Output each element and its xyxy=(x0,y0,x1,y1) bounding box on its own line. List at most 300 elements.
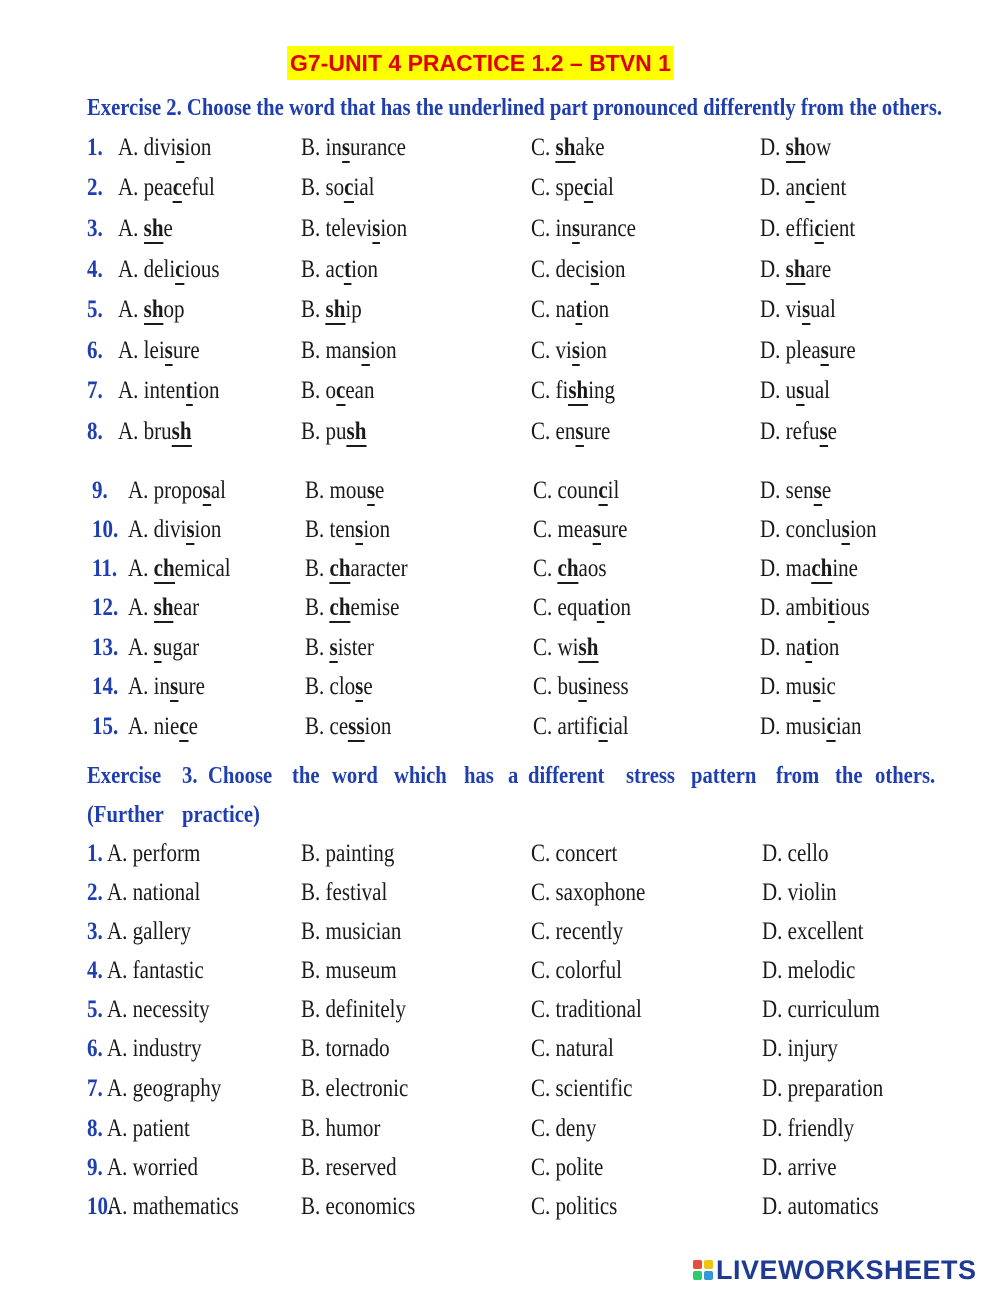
exercise-3-item xyxy=(0,836,1000,872)
option-text-prefix: C. in xyxy=(531,215,572,242)
exercise-2-item xyxy=(0,211,1000,247)
underlined-part: sh xyxy=(346,418,367,445)
option-text-suffix: ion xyxy=(194,516,222,543)
option-text-prefix: B. televi xyxy=(301,215,373,242)
answer-option[interactable] xyxy=(760,473,831,509)
answer-option[interactable] xyxy=(760,590,870,626)
option-text-prefix: A. lei xyxy=(118,337,165,364)
option-text-prefix: B. so xyxy=(301,174,345,201)
answer-option[interactable] xyxy=(760,252,831,288)
underlined-part: s xyxy=(176,134,185,161)
underlined-part: c xyxy=(175,256,185,283)
underlined-part: s xyxy=(841,516,850,543)
answer-option[interactable]: B. definitely xyxy=(301,996,406,1023)
answer-option[interactable] xyxy=(128,512,221,548)
option-text-prefix: B. ten xyxy=(305,516,356,543)
underlined-part: s xyxy=(819,418,828,445)
item-number: 5. xyxy=(87,296,103,323)
heading-word: word xyxy=(332,763,379,789)
answer-option[interactable] xyxy=(760,630,839,666)
answer-option[interactable] xyxy=(305,630,374,666)
underlined-part: s xyxy=(153,634,162,661)
option-text-suffix: ient xyxy=(814,174,847,201)
option-text-prefix: C. equa xyxy=(533,594,598,621)
answer-option[interactable] xyxy=(760,333,856,369)
underlined-part: c xyxy=(344,174,354,201)
answer-option[interactable]: A. mathematics xyxy=(107,1193,239,1220)
item-number: 7. xyxy=(87,1075,103,1102)
underlined-part: ch xyxy=(329,594,351,621)
answer-option[interactable]: D. violin xyxy=(762,879,837,906)
exercise-3-item xyxy=(0,914,1000,950)
item-number: 13. xyxy=(92,634,119,661)
exercise-3-item xyxy=(0,1071,1000,1107)
underlined-part: c xyxy=(336,377,346,404)
answer-option[interactable] xyxy=(305,512,390,548)
answer-option[interactable]: B. festival xyxy=(301,879,388,906)
answer-option[interactable] xyxy=(533,512,627,548)
answer-option[interactable]: D. excellent xyxy=(762,918,864,945)
underlined-part: s xyxy=(355,516,364,543)
exercise-3-item xyxy=(0,953,1000,989)
underlined-part: s xyxy=(575,418,584,445)
option-text-prefix: D. u xyxy=(760,377,797,404)
option-text-prefix: A. deli xyxy=(118,256,176,283)
option-text-suffix: e xyxy=(821,477,832,504)
underlined-part: c xyxy=(583,174,593,201)
answer-option[interactable] xyxy=(118,414,192,450)
answer-option[interactable]: D. curriculum xyxy=(762,996,880,1023)
underlined-part: sh xyxy=(578,634,599,661)
underlined-part: t xyxy=(827,594,835,621)
answer-option[interactable]: B. musician xyxy=(301,918,402,945)
answer-option[interactable]: A. geography xyxy=(107,1075,222,1102)
option-text-suffix: ip xyxy=(345,296,362,323)
answer-option[interactable] xyxy=(531,414,610,450)
item-number: 4. xyxy=(87,256,103,283)
option-text-prefix: C. coun xyxy=(533,477,599,504)
answer-option[interactable]: C. concert xyxy=(531,840,618,867)
answer-option[interactable] xyxy=(128,473,226,509)
underlined-part: c xyxy=(814,215,824,242)
item-number: 11. xyxy=(92,555,118,582)
liveworksheets-logo-icon xyxy=(693,1260,713,1280)
answer-option[interactable]: C. deny xyxy=(531,1115,597,1142)
answer-option[interactable] xyxy=(305,473,384,509)
underlined-part: s xyxy=(820,337,829,364)
underlined-part: c xyxy=(805,174,815,201)
answer-option[interactable] xyxy=(531,252,626,288)
option-text-suffix: emise xyxy=(350,594,400,621)
option-text-suffix: ic xyxy=(820,673,836,700)
heading-word: pattern xyxy=(691,763,757,789)
option-text-prefix: C. mea xyxy=(533,516,593,543)
answer-option[interactable]: C. recently xyxy=(531,918,624,945)
underlined-part: s xyxy=(812,673,821,700)
answer-option[interactable]: A. industry xyxy=(107,1035,202,1062)
answer-option[interactable] xyxy=(760,669,836,705)
answer-option[interactable] xyxy=(128,590,199,626)
underlined-part: s xyxy=(170,673,179,700)
answer-option[interactable]: D. arrive xyxy=(762,1154,837,1181)
option-text-prefix: C. spe xyxy=(531,174,584,201)
exercise-2-item xyxy=(0,292,1000,328)
exercise-2-item xyxy=(0,669,1000,705)
underlined-part: ss xyxy=(348,713,365,740)
answer-option[interactable] xyxy=(301,373,375,409)
answer-option[interactable] xyxy=(533,590,631,626)
answer-option[interactable] xyxy=(118,252,220,288)
answer-option[interactable]: A. worried xyxy=(107,1154,198,1181)
underlined-part: s xyxy=(361,337,370,364)
option-text-prefix: A. xyxy=(118,215,144,242)
answer-option[interactable] xyxy=(301,252,378,288)
heading-word: (Further xyxy=(87,802,164,828)
answer-option[interactable]: B. tornado xyxy=(301,1035,390,1062)
option-text-prefix: D. mu xyxy=(760,673,813,700)
heading-word: practice) xyxy=(182,802,261,828)
underlined-part: s xyxy=(571,215,581,242)
underlined-part: s xyxy=(813,477,822,504)
answer-option[interactable] xyxy=(305,590,400,626)
underlined-part: c xyxy=(179,713,189,740)
heading-word: different xyxy=(528,763,605,789)
underlined-part: c xyxy=(598,713,608,740)
item-number: 3. xyxy=(87,215,103,242)
option-text-prefix: D. vi xyxy=(760,296,802,323)
underlined-part: c xyxy=(598,477,608,504)
answer-option[interactable]: A. gallery xyxy=(107,918,191,945)
underlined-part: s xyxy=(329,634,338,661)
answer-option[interactable]: B. humor xyxy=(301,1115,381,1142)
option-text-suffix: ion xyxy=(849,516,877,543)
answer-option[interactable] xyxy=(760,551,858,587)
underlined-part: t xyxy=(597,594,605,621)
option-text-prefix: B. ac xyxy=(301,256,345,283)
item-number: 9. xyxy=(92,477,108,504)
option-text-suffix: ine xyxy=(832,555,858,582)
option-text-suffix: e xyxy=(375,477,385,504)
answer-option[interactable] xyxy=(301,333,397,369)
underlined-part: ch xyxy=(153,555,175,582)
answer-option[interactable]: B. economics xyxy=(301,1193,416,1220)
answer-option[interactable] xyxy=(128,709,198,745)
answer-option[interactable]: C. scientific xyxy=(531,1075,633,1102)
exercise-2-heading: Exercise 2. Choose the word that has the underlined part pronounced differently from the others. xyxy=(87,95,943,121)
answer-option[interactable]: A. necessity xyxy=(107,996,210,1023)
exercise-2-item xyxy=(0,473,1000,509)
page-title: G7-UNIT 4 PRACTICE 1.2 – BTVN 1 xyxy=(287,46,674,80)
answer-option[interactable] xyxy=(118,170,215,206)
item-number: 3. xyxy=(87,918,103,945)
answer-option[interactable] xyxy=(531,130,605,166)
answer-option[interactable] xyxy=(301,292,362,328)
answer-option[interactable]: D. melodic xyxy=(762,957,856,984)
answer-option[interactable] xyxy=(301,130,406,166)
option-text-suffix: aracter xyxy=(350,555,408,582)
heading-word: the xyxy=(834,763,863,789)
answer-option[interactable]: C. politics xyxy=(531,1193,618,1220)
answer-option[interactable] xyxy=(118,292,185,328)
option-text-prefix: D. xyxy=(760,134,786,161)
item-number: 15. xyxy=(92,713,119,740)
option-text-suffix: ister xyxy=(337,634,374,661)
answer-option[interactable]: D. cello xyxy=(762,840,829,867)
answer-option[interactable]: A. patient xyxy=(107,1115,190,1142)
answer-option[interactable] xyxy=(301,170,375,206)
item-number: 10. xyxy=(92,516,119,543)
option-text-suffix: ual xyxy=(804,377,831,404)
option-text-prefix: B. xyxy=(301,296,326,323)
option-text-prefix: A. divi xyxy=(118,134,177,161)
answer-option[interactable]: A. national xyxy=(107,879,201,906)
option-text-prefix: A. divi xyxy=(128,516,187,543)
answer-option[interactable] xyxy=(531,373,615,409)
option-text-suffix: ion xyxy=(380,215,408,242)
heading-word: others. xyxy=(875,763,936,789)
option-text-suffix: urance xyxy=(580,215,636,242)
option-text-suffix: ure xyxy=(583,418,611,445)
heading-word: has xyxy=(464,763,495,789)
option-text-prefix: A. pea xyxy=(118,174,173,201)
answer-option[interactable] xyxy=(118,373,219,409)
answer-option[interactable]: D. preparation xyxy=(762,1075,884,1102)
underlined-part: c xyxy=(172,174,183,201)
answer-option[interactable] xyxy=(301,211,407,247)
item-number: 9. xyxy=(87,1154,103,1181)
exercise-2-item xyxy=(0,512,1000,548)
exercise-2-item xyxy=(0,170,1000,206)
underlined-part: sh xyxy=(568,377,589,404)
option-text-prefix: C. xyxy=(533,555,558,582)
answer-option[interactable] xyxy=(531,333,607,369)
item-number: 2. xyxy=(87,174,103,201)
underlined-part: sh xyxy=(153,594,174,621)
exercise-2-item xyxy=(0,590,1000,626)
option-text-prefix: D. effi xyxy=(760,215,815,242)
option-text-prefix: D. refu xyxy=(760,418,820,445)
exercise-2-item xyxy=(0,333,1000,369)
underlined-part: t xyxy=(185,377,193,404)
liveworksheets-logo[interactable] xyxy=(693,1253,977,1287)
answer-option[interactable]: C. natural xyxy=(531,1035,614,1062)
answer-option[interactable]: B. electronic xyxy=(301,1075,409,1102)
option-text-prefix: A. xyxy=(128,594,154,621)
option-text-prefix: D. na xyxy=(760,634,806,661)
answer-option[interactable] xyxy=(531,211,636,247)
option-text-suffix: ion xyxy=(363,516,391,543)
heading-word: which xyxy=(394,763,448,789)
item-number: 1. xyxy=(87,840,103,867)
exercise-3-item xyxy=(0,1031,1000,1067)
option-text-suffix: al xyxy=(210,477,227,504)
option-text-prefix: D. an xyxy=(760,174,806,201)
item-number: 8. xyxy=(87,1115,103,1142)
underlined-part: s xyxy=(796,377,805,404)
item-number: 4. xyxy=(87,957,103,984)
option-text-suffix: ion xyxy=(812,634,840,661)
underlined-part: sh xyxy=(785,256,806,283)
answer-option[interactable] xyxy=(305,709,391,745)
underlined-part: ch xyxy=(329,555,351,582)
option-text-prefix: D. ambi xyxy=(760,594,828,621)
item-number: 1. xyxy=(87,134,103,161)
answer-option[interactable]: C. polite xyxy=(531,1154,604,1181)
answer-option[interactable]: B. painting xyxy=(301,840,395,867)
underlined-part: s xyxy=(571,337,581,364)
exercise-3-item xyxy=(0,875,1000,911)
option-text-prefix: D. plea xyxy=(760,337,821,364)
option-text-prefix: B. xyxy=(305,594,330,621)
heading-word: from xyxy=(775,763,819,789)
option-text-prefix: B. xyxy=(305,634,330,661)
option-text-suffix: eful xyxy=(182,174,215,201)
option-text-suffix: ion xyxy=(184,134,212,161)
answer-option[interactable] xyxy=(128,630,199,666)
option-text-suffix: e xyxy=(827,418,837,445)
heading-word: a xyxy=(507,763,518,789)
option-text-suffix: aos xyxy=(578,555,607,582)
answer-option[interactable]: C. saxophone xyxy=(531,879,646,906)
answer-option[interactable] xyxy=(118,333,200,369)
underlined-part: sh xyxy=(143,296,164,323)
underlined-part: s xyxy=(590,256,599,283)
underlined-part: ch xyxy=(557,555,579,582)
answer-option[interactable] xyxy=(760,292,836,328)
exercise-2-item xyxy=(0,130,1000,166)
underlined-part: s xyxy=(372,215,381,242)
underlined-part: s xyxy=(802,296,811,323)
option-text-suffix: ugar xyxy=(161,634,200,661)
option-text-suffix: ake xyxy=(575,134,605,161)
exercise-2-item xyxy=(0,414,1000,450)
option-text-prefix: A. in xyxy=(128,673,170,700)
option-text-suffix: ion xyxy=(598,256,626,283)
option-text-prefix: B. in xyxy=(301,134,342,161)
option-text-suffix: ient xyxy=(823,215,856,242)
answer-option[interactable] xyxy=(760,130,831,166)
answer-option[interactable] xyxy=(533,630,598,666)
heading-word: stress xyxy=(625,763,675,789)
answer-option[interactable]: B. museum xyxy=(301,957,397,984)
answer-option[interactable]: D. injury xyxy=(762,1035,838,1062)
option-text-prefix: A. inten xyxy=(118,377,186,404)
answer-option[interactable] xyxy=(531,292,609,328)
answer-option[interactable] xyxy=(128,551,231,587)
heading-word: Exercise xyxy=(87,763,162,789)
option-text-prefix: C. deci xyxy=(531,256,591,283)
answer-option[interactable] xyxy=(533,551,607,587)
exercise-3-item xyxy=(0,992,1000,1028)
option-text-suffix: op xyxy=(163,296,185,323)
underlined-part: sh xyxy=(325,296,346,323)
option-text-prefix: B. o xyxy=(301,377,337,404)
answer-option[interactable] xyxy=(533,669,629,705)
exercise-3-item xyxy=(0,1189,1000,1225)
answer-option[interactable] xyxy=(305,551,408,587)
option-text-suffix: ion xyxy=(369,337,397,364)
answer-option[interactable] xyxy=(118,211,173,247)
heading-word: the xyxy=(291,763,320,789)
option-text-suffix: emical xyxy=(174,555,231,582)
answer-option[interactable] xyxy=(760,709,862,745)
option-text-suffix: ian xyxy=(835,713,862,740)
answer-option[interactable] xyxy=(760,170,846,206)
option-text-prefix: B. pu xyxy=(301,418,347,445)
option-text-prefix: B. clo xyxy=(305,673,356,700)
answer-option[interactable]: C. traditional xyxy=(531,996,642,1023)
option-text-prefix: C. xyxy=(531,134,556,161)
item-number: 6. xyxy=(87,1035,103,1062)
exercise-3-heading xyxy=(87,757,945,835)
item-number: 8. xyxy=(87,418,103,445)
answer-option[interactable]: B. reserved xyxy=(301,1154,397,1181)
answer-option[interactable]: A. fantastic xyxy=(107,957,204,984)
option-text-suffix: ear xyxy=(173,594,200,621)
option-text-suffix: e xyxy=(163,215,173,242)
option-text-suffix: ual xyxy=(810,296,836,323)
option-text-suffix: ion xyxy=(192,377,220,404)
option-text-prefix: C. na xyxy=(531,296,576,323)
answer-option[interactable] xyxy=(533,709,629,745)
answer-option[interactable] xyxy=(118,130,211,166)
underlined-part: t xyxy=(344,256,352,283)
underlined-part: sh xyxy=(171,418,192,445)
exercise-2-item xyxy=(0,252,1000,288)
item-number: 5. xyxy=(87,996,103,1023)
answer-option[interactable] xyxy=(760,512,877,548)
underlined-part: s xyxy=(341,134,351,161)
exercise-3-item xyxy=(0,1111,1000,1147)
option-text-prefix: D. ma xyxy=(760,555,812,582)
underlined-part: s xyxy=(366,477,376,504)
option-text-suffix: ure xyxy=(178,673,205,700)
answer-option[interactable]: D. friendly xyxy=(762,1115,855,1142)
option-text-prefix: D. musi xyxy=(760,713,827,740)
answer-option[interactable] xyxy=(760,414,837,450)
answer-option[interactable] xyxy=(533,473,619,509)
answer-option[interactable] xyxy=(531,170,614,206)
item-number: 7. xyxy=(87,377,103,404)
option-text-prefix: C. bu xyxy=(533,673,579,700)
answer-option[interactable]: A. perform xyxy=(107,840,201,867)
option-text-prefix: C. en xyxy=(531,418,576,445)
answer-option[interactable] xyxy=(305,669,373,705)
answer-option[interactable]: D. automatics xyxy=(762,1193,879,1220)
option-text-suffix: ious xyxy=(834,594,870,621)
option-text-suffix: il xyxy=(607,477,620,504)
exercise-2-item xyxy=(0,630,1000,666)
option-text-suffix: urance xyxy=(350,134,406,161)
option-text-prefix: C. wi xyxy=(533,634,579,661)
underlined-part: t xyxy=(575,296,583,323)
option-text-suffix: ious xyxy=(184,256,220,283)
underlined-part: t xyxy=(805,634,813,661)
option-text-prefix: B. mou xyxy=(305,477,367,504)
option-text-suffix: ure xyxy=(172,337,200,364)
option-text-prefix: A. propo xyxy=(128,477,203,504)
answer-option[interactable] xyxy=(128,669,205,705)
liveworksheets-logo-text: LIVEWORKSHEETS xyxy=(716,1254,977,1285)
option-text-suffix: e xyxy=(188,713,198,740)
answer-option[interactable] xyxy=(760,373,830,409)
answer-option[interactable] xyxy=(760,211,855,247)
option-text-prefix: D. sen xyxy=(760,477,814,504)
answer-option[interactable] xyxy=(301,414,366,450)
option-text-suffix: ial xyxy=(592,174,614,201)
option-text-suffix: ion xyxy=(364,713,392,740)
answer-option[interactable]: C. colorful xyxy=(531,957,622,984)
